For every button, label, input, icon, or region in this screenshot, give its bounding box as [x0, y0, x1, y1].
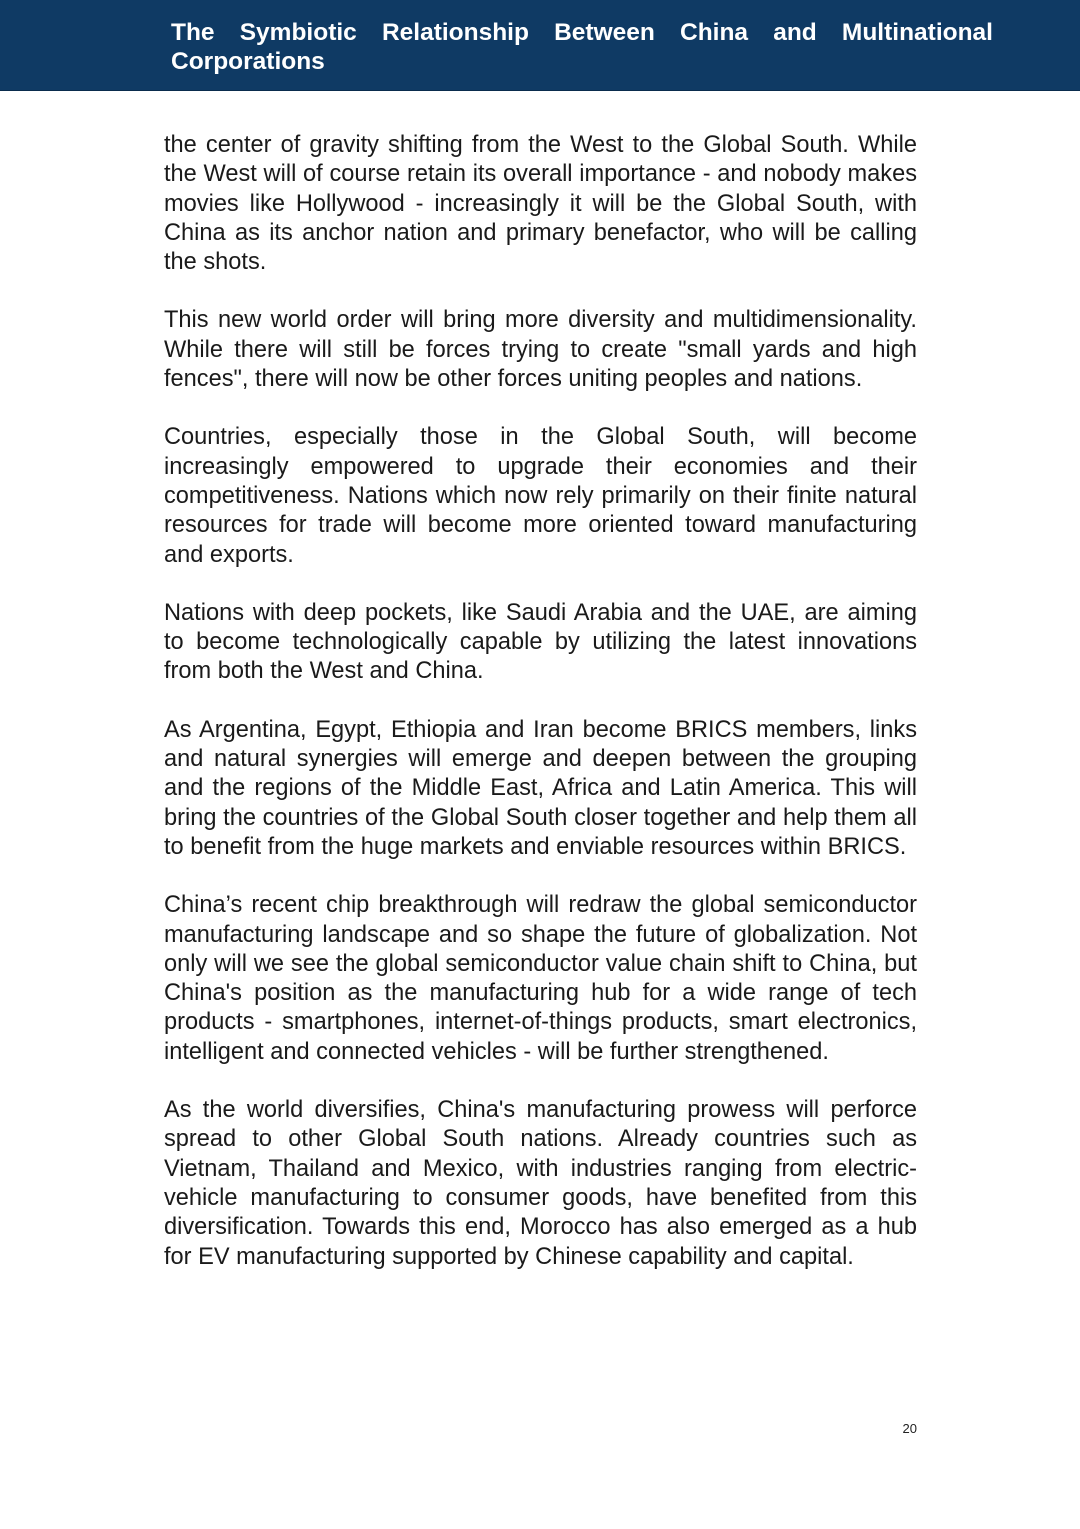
- document-title: The Symbiotic Relationship Between China and Multinational Corporations: [171, 19, 993, 75]
- paragraph: Countries, especially those in the Global South, will become increasingly empowered to upgrade their economies and their competitiveness. Nations which now rely primarily on their finite natural resources for trade will become more oriented toward manufacturing and exports.: [164, 424, 917, 568]
- header-band: [0, 0, 1080, 91]
- paragraph: Nations with deep pockets, like Saudi Arabia and the UAE, are aiming to become technologically capable by utilizing the latest innovations from both the West and China.: [164, 599, 917, 685]
- paragraph: the center of gravity shifting from the West to the Global South. While the West will of course retain its overall importance - and nobody makes movies like Hollywood - increasingly it will be the Global South, with China as its anchor nation and primary benefactor, who will be calling the shots.: [164, 132, 917, 276]
- paragraph: As the world diversifies, China's manufacturing prowess will perforce spread to other Global South nations. Already countries such as Vietnam, Thailand and Mexico, with industries ranging from electric-vehicle manufacturing to consumer goods, have benefited from this diversification. Towards this end, Morocco has also emerged as a hub for EV manufacturing supported by Chinese capability and capital.: [164, 1097, 917, 1270]
- paragraph: China’s recent chip breakthrough will redraw the global semiconductor manufacturing landscape and so shape the future of globalization. Not only will we see the global semiconductor value chain shift to China, but China's position as the manufacturing hub for a wide range of tech products - smartphones, internet-of-things products, smart electronics, intelligent and connected vehicles - will be further strengthened.: [164, 892, 917, 1065]
- page-number: 20: [902, 1421, 917, 1436]
- body-text: [164, 131, 917, 1301]
- paragraph: As Argentina, Egypt, Ethiopia and Iran become BRICS members, links and natural synergies will emerge and deepen between the grouping and the regions of the Middle East, Africa and Latin America. This will bring the countries of the Global South closer together and help them all to benefit from the huge markets and enviable resources within BRICS.: [164, 716, 917, 860]
- paragraph: This new world order will bring more diversity and multidimensionality. While there will still be forces trying to create "small yards and high fences", there will now be other forces uniting peoples and nations.: [164, 307, 917, 393]
